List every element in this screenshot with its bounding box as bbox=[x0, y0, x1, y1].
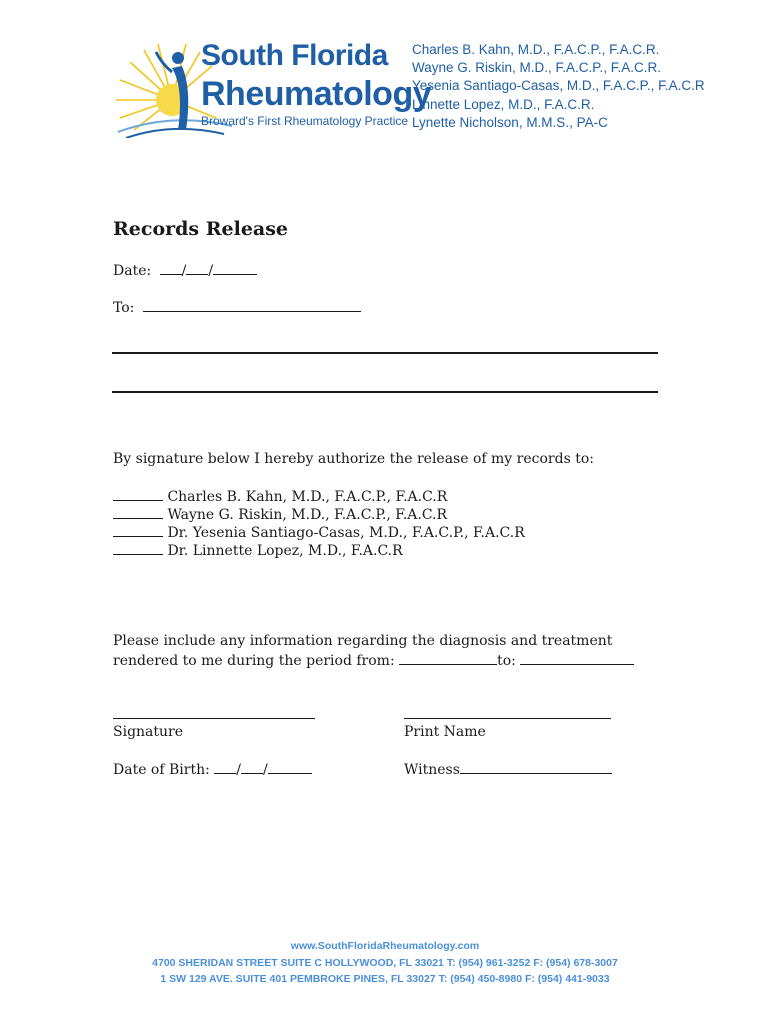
to-row bbox=[113, 298, 361, 317]
physician-option bbox=[113, 541, 525, 559]
period-to-label: to: bbox=[497, 653, 516, 669]
period-from-field[interactable] bbox=[399, 651, 497, 665]
dob-day-field[interactable] bbox=[241, 760, 263, 774]
doctor-list bbox=[412, 41, 705, 132]
witness-row bbox=[404, 760, 612, 779]
physician-check-field[interactable] bbox=[113, 541, 163, 555]
doctor-name: Wayne G. Riskin, M.D., F.A.C.P., F.A.C.R. bbox=[412, 60, 662, 76]
physician-option bbox=[113, 523, 525, 541]
date-year-field[interactable] bbox=[213, 261, 257, 275]
witness-field[interactable] bbox=[460, 760, 612, 774]
doctor-name: Linnette Lopez, M.D., F.A.C.R. bbox=[412, 96, 595, 112]
signature-field[interactable] bbox=[113, 718, 315, 719]
date-day-field[interactable] bbox=[186, 261, 208, 275]
physician-option bbox=[113, 487, 525, 505]
footer-website[interactable]: www.SouthFloridaRheumatology.com bbox=[290, 940, 480, 952]
doctor-name: Lynette Nicholson, M.M.S., PA-C bbox=[412, 114, 608, 130]
date-label: Date: bbox=[113, 263, 152, 279]
period-row bbox=[113, 651, 634, 670]
to-field[interactable] bbox=[143, 298, 361, 312]
brand-tagline: Broward's First Rheumatology Practice bbox=[201, 114, 409, 128]
dob-label: Date of Birth: bbox=[113, 762, 210, 778]
physician-name: Wayne G. Riskin, M.D., F.A.C.P., F.A.C.R bbox=[167, 507, 448, 523]
doctor-name: Charles B. Kahn, M.D., F.A.C.P., F.A.C.R. bbox=[412, 42, 660, 57]
recipient-line-1[interactable] bbox=[112, 352, 658, 354]
dob-year-field[interactable] bbox=[268, 760, 312, 774]
physician-option bbox=[113, 505, 525, 523]
form-title: Records Release bbox=[113, 218, 289, 240]
dob-row: Date of Birth: / / bbox=[113, 760, 312, 779]
date-row: Date: / / bbox=[113, 261, 257, 280]
physician-name: Charles B. Kahn, M.D., F.A.C.P., F.A.C.R bbox=[167, 489, 448, 505]
physician-checklist bbox=[113, 487, 525, 559]
physician-name: Dr. Yesenia Santiago-Casas, M.D., F.A.C.P., F.A.C.R bbox=[167, 525, 525, 541]
dob-month-field[interactable] bbox=[214, 760, 236, 774]
date-month-field[interactable] bbox=[160, 261, 182, 275]
print-name-label: Print Name bbox=[404, 724, 486, 740]
footer-address-pembroke: 1 SW 129 AVE. SUITE 401 PEMBROKE PINES, FL 33027 T: (954) 450-8980 F: (954) 441-9033 bbox=[160, 973, 610, 985]
brand-name-line2: Rheumatology bbox=[201, 75, 432, 113]
signature-label: Signature bbox=[113, 724, 184, 740]
witness-label: Witness bbox=[404, 762, 460, 778]
print-name-field[interactable] bbox=[404, 718, 611, 719]
doctor-name: Yesenia Santiago-Casas, M.D., F.A.C.P., F.A.C.R bbox=[412, 78, 705, 94]
authorize-text: By signature below I hereby authorize the release of my records to: bbox=[113, 451, 594, 467]
physician-check-field[interactable] bbox=[113, 523, 163, 537]
recipient-line-2[interactable] bbox=[112, 391, 658, 393]
period-text-line1: Please include any information regarding the diagnosis and treatment bbox=[113, 633, 613, 649]
physician-check-field[interactable] bbox=[113, 487, 163, 501]
period-from-label: rendered to me during the period from: bbox=[113, 653, 395, 669]
physician-check-field[interactable] bbox=[113, 505, 163, 519]
to-label: To: bbox=[113, 300, 135, 316]
physician-name: Dr. Linnette Lopez, M.D., F.A.C.R bbox=[167, 543, 403, 559]
brand-name-line1: South Florida bbox=[201, 39, 388, 72]
period-to-field[interactable] bbox=[520, 651, 634, 665]
footer-address-hollywood: 4700 SHERIDAN STREET SUITE C HOLLYWOOD, FL 33021 T: (954) 961-3252 F: (954) 678-3007 bbox=[152, 957, 618, 969]
